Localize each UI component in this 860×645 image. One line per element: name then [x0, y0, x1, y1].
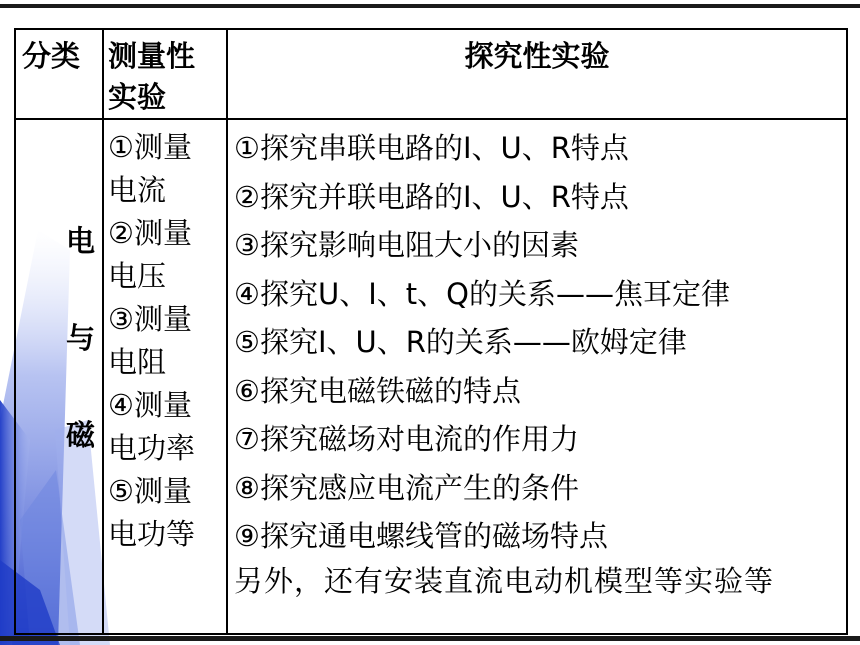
measurement-item: 电功率: [108, 431, 196, 465]
measurement-item: 电流: [108, 173, 167, 207]
header-inquiry-label: 探究性实验: [464, 39, 610, 73]
inquiry-item: ④探究U、I、t、Q的关系——焦耳定律: [234, 276, 730, 311]
inquiry-item: ②探究并联电路的I、U、R特点: [234, 179, 629, 214]
header-category: [15, 29, 103, 119]
inquiry-item: ①探究串联电路的I、U、R特点: [234, 131, 629, 165]
header-measurement: [103, 29, 227, 119]
category-cell: [15, 119, 103, 634]
experiment-table: [14, 28, 848, 635]
inquiry-cell: [227, 119, 847, 634]
bottom-rule: [0, 636, 860, 641]
inquiry-item: ⑥探究电磁铁磁的特点: [234, 373, 521, 408]
measurement-item: 电功等: [108, 517, 196, 551]
measurement-item: ①测量: [108, 130, 192, 164]
category-char: 与: [66, 321, 96, 355]
top-rule: [0, 4, 860, 8]
measurement-item: 电阻: [108, 345, 167, 379]
content-row: [15, 119, 847, 634]
measurement-item: ④测量: [108, 388, 192, 422]
header-category-label: 分类: [22, 39, 81, 73]
measurement-item: ③测量: [108, 302, 192, 336]
inquiry-item: ⑤探究I、U、R的关系——欧姆定律: [234, 325, 687, 359]
inquiry-item: ⑦探究磁场对电流的作用力: [234, 422, 579, 456]
measurement-item: ②测量: [108, 216, 192, 250]
measurement-item: ⑤测量: [108, 474, 192, 508]
category-char: 电: [66, 224, 96, 258]
measurement-cell: [103, 119, 227, 634]
inquiry-item: ⑨探究通电螺线管的磁场特点: [234, 519, 608, 553]
header-measurement-line: 实验: [108, 80, 167, 114]
inquiry-note: 另外，还有安装直流电动机模型等实验等: [234, 563, 775, 598]
header-measurement-line: 测量性: [108, 39, 196, 73]
measurement-item: 电压: [108, 259, 167, 293]
header-inquiry: [227, 29, 847, 119]
category-char: 磁: [66, 418, 96, 452]
header-row: [15, 29, 847, 119]
inquiry-item: ⑧探究感应电流产生的条件: [234, 470, 579, 505]
inquiry-item: ③探究影响电阻大小的因素: [234, 228, 579, 262]
